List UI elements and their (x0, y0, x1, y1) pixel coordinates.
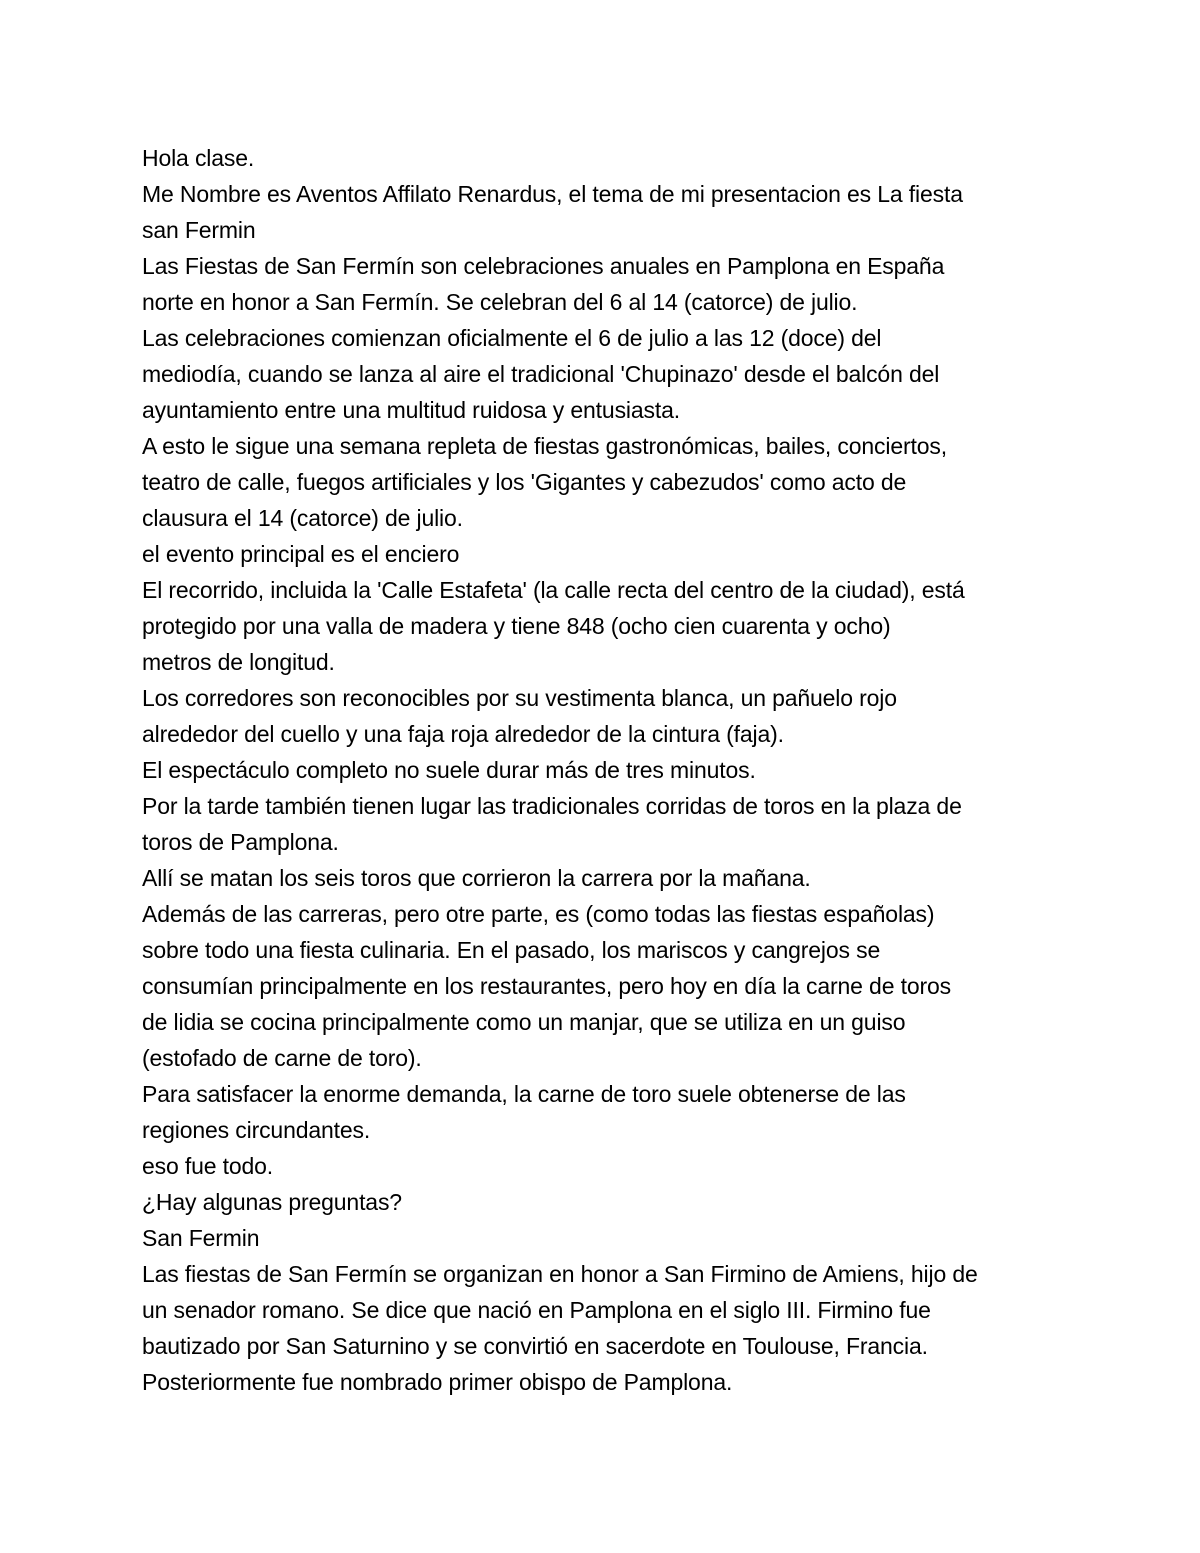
text-line: consumían principalmente en los restaurantes, pero hoy en día la carne de toros (142, 973, 951, 999)
text-line: clausura el 14 (catorce) de julio. (142, 505, 463, 531)
text-line: norte en honor a San Fermín. Se celebran del 6 al 14 (catorce) de julio. (142, 289, 858, 315)
text-line: un senador romano. Se dice que nació en Pamplona en el siglo III. Firmino fue (142, 1297, 931, 1323)
text-line: Las fiestas de San Fermín se organizan en honor a San Firmino de Amiens, hijo de (142, 1261, 978, 1287)
text-line: bautizado por San Saturnino y se convirtió en sacerdote en Toulouse, Francia. (142, 1333, 928, 1359)
text-line: (estofado de carne de toro). (142, 1045, 422, 1071)
text-line: ayuntamiento entre una multitud ruidosa y entusiasta. (142, 397, 680, 423)
text-line: San Fermin (142, 1225, 260, 1251)
text-line: A esto le sigue una semana repleta de fiestas gastronómicas, bailes, conciertos, (142, 433, 947, 459)
text-line: Por la tarde también tienen lugar las tradicionales corridas de toros en la plaza de (142, 793, 962, 819)
text-line: sobre todo una fiesta culinaria. En el pasado, los mariscos y cangrejos se (142, 937, 881, 963)
text-line: Me Nombre es Aventos Affilato Renardus, el tema de mi presentacion es La fiesta (142, 181, 963, 207)
text-line: Posteriormente fue nombrado primer obispo de Pamplona. (142, 1369, 733, 1395)
text-line: el evento principal es el enciero (142, 541, 460, 567)
text-line: regiones circundantes. (142, 1117, 371, 1143)
text-line: Allí se matan los seis toros que corrieron la carrera por la mañana. (142, 865, 811, 891)
text-line: Las celebraciones comienzan oficialmente el 6 de julio a las 12 (doce) del (142, 325, 882, 351)
document-body (142, 140, 1062, 1400)
text-line: Hola clase. (142, 145, 255, 171)
text-line: El espectáculo completo no suele durar más de tres minutos. (142, 757, 756, 783)
text-line: toros de Pamplona. (142, 829, 339, 855)
text-line: El recorrido, incluida la 'Calle Estafeta' (la calle recta del centro de la ciudad), está (142, 577, 965, 603)
text-line: san Fermin (142, 217, 256, 243)
text-line: Para satisfacer la enorme demanda, la carne de toro suele obtenerse de las (142, 1081, 906, 1107)
text-line: protegido por una valla de madera y tiene 848 (ocho cien cuarenta y ocho) (142, 613, 891, 639)
text-line: alrededor del cuello y una faja roja alrededor de la cintura (faja). (142, 721, 784, 747)
text-line: Los corredores son reconocibles por su vestimenta blanca, un pañuelo rojo (142, 685, 897, 711)
text-line: Las Fiestas de San Fermín son celebraciones anuales en Pamplona en España (142, 253, 945, 279)
text-line: Además de las carreras, pero otre parte, es (como todas las fiestas españolas) (142, 901, 935, 927)
text-line: mediodía, cuando se lanza al aire el tradicional 'Chupinazo' desde el balcón del (142, 361, 940, 387)
text-line: eso fue todo. (142, 1153, 274, 1179)
text-line: ¿Hay algunas preguntas? (142, 1189, 402, 1215)
text-line: de lidia se cocina principalmente como un manjar, que se utiliza en un guiso (142, 1009, 906, 1035)
text-line: metros de longitud. (142, 649, 335, 675)
text-line: teatro de calle, fuegos artificiales y los 'Gigantes y cabezudos' como acto de (142, 469, 907, 495)
